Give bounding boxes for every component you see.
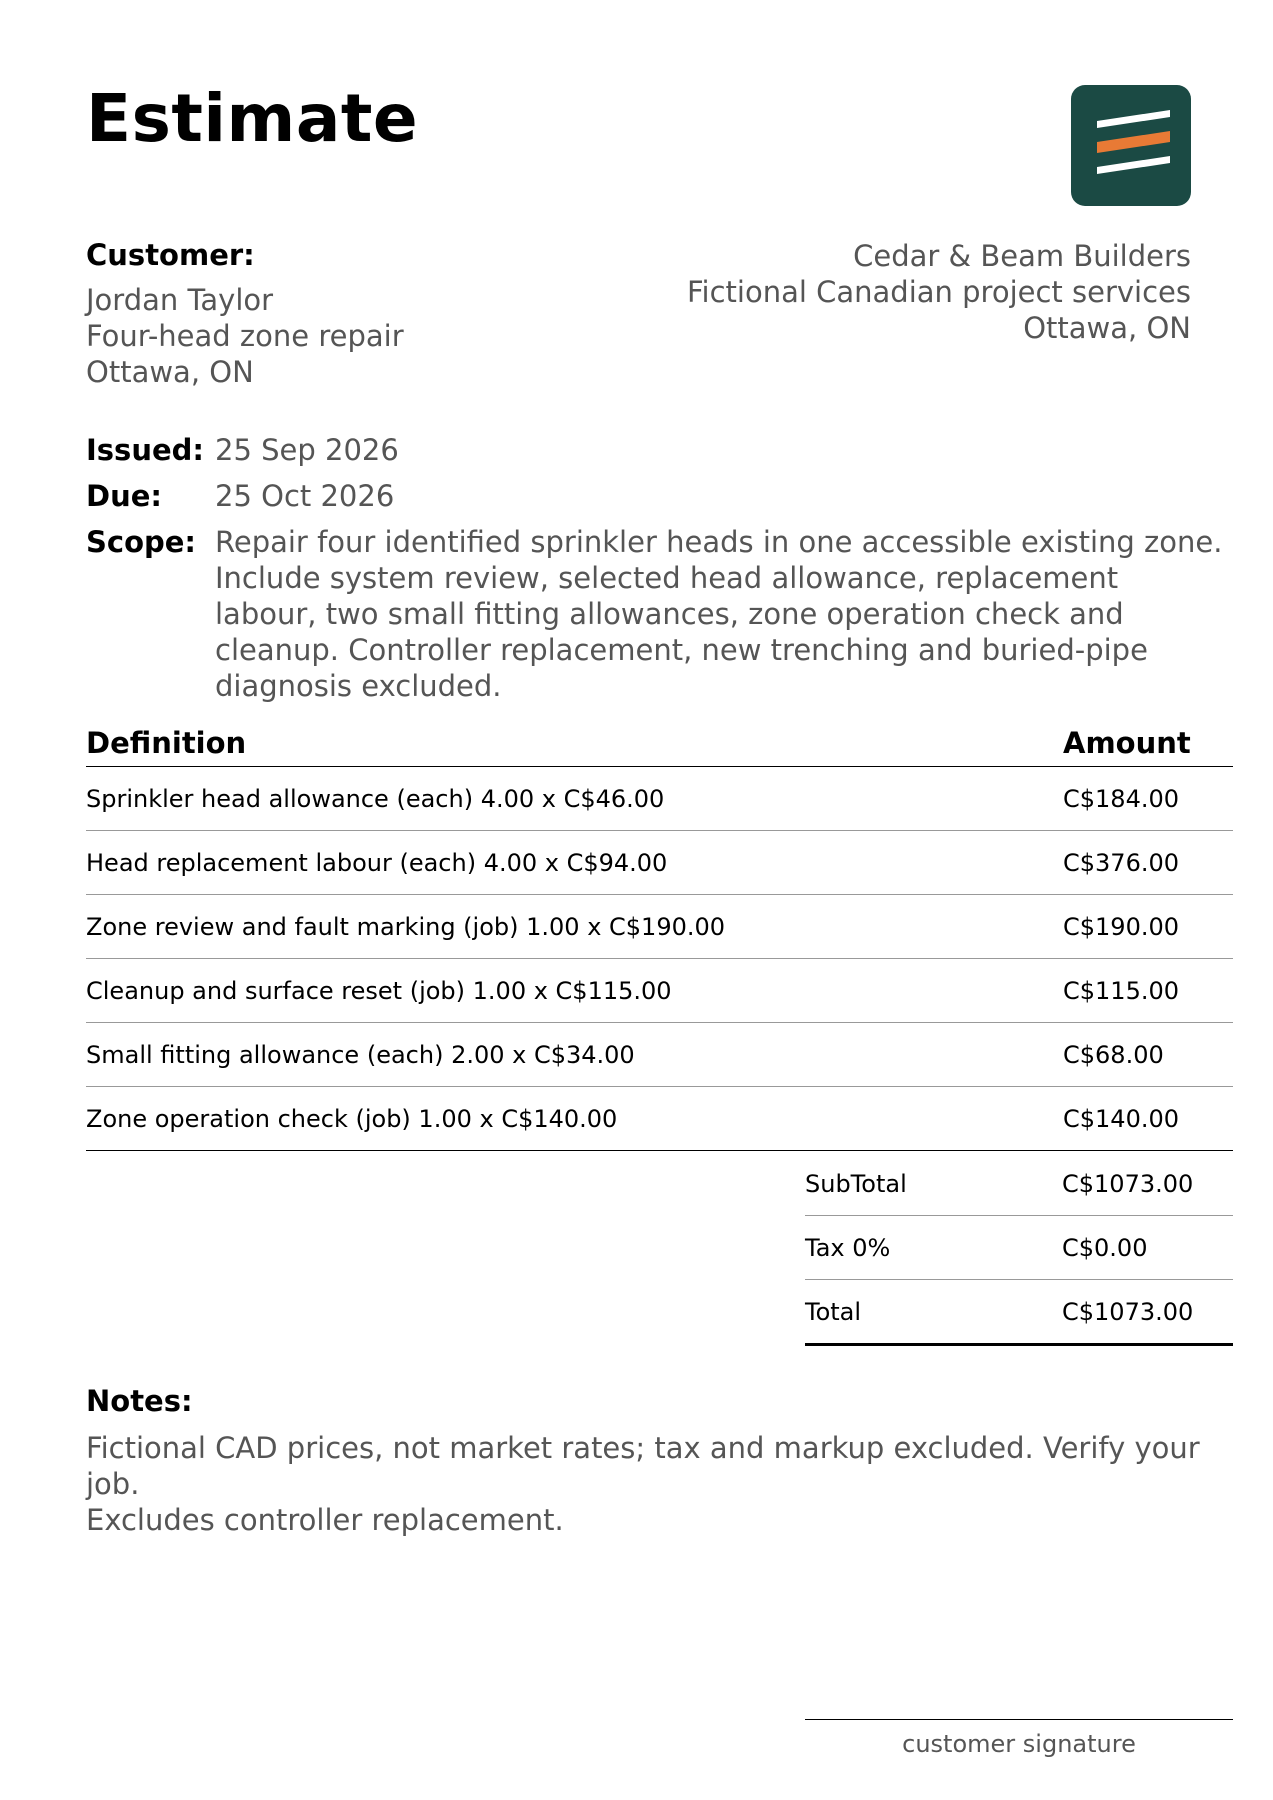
due-row bbox=[86, 478, 1226, 514]
table-row bbox=[86, 1023, 1233, 1087]
tax-value: C$0.00 bbox=[1062, 1216, 1233, 1280]
issued-label: Issued: bbox=[86, 433, 204, 467]
row-amount: C$184.00 bbox=[1063, 767, 1233, 831]
definition-header: Definition bbox=[86, 718, 1063, 767]
table-row bbox=[86, 895, 1233, 959]
total-value: C$1073.00 bbox=[1062, 1280, 1233, 1345]
total-label: Total bbox=[805, 1280, 1062, 1345]
row-definition: Sprinkler head allowance (each) 4.00 x C$46.00 bbox=[86, 767, 1063, 831]
estimate-meta bbox=[86, 432, 1226, 704]
document-title: Estimate bbox=[86, 80, 419, 157]
customer-project: Four-head zone repair bbox=[86, 319, 404, 353]
row-amount: C$190.00 bbox=[1063, 895, 1233, 959]
row-amount: C$140.00 bbox=[1063, 1087, 1233, 1151]
notes-label: Notes: bbox=[86, 1384, 193, 1418]
tax-row bbox=[805, 1216, 1233, 1280]
company-tagline: Fictional Canadian project services bbox=[686, 275, 1191, 309]
scope-row bbox=[86, 524, 1226, 704]
notes-line-2: Excludes controller replacement. bbox=[86, 1503, 564, 1537]
total-row bbox=[805, 1280, 1233, 1345]
table-row bbox=[86, 1087, 1233, 1151]
row-definition: Head replacement labour (each) 4.00 x C$94.00 bbox=[86, 831, 1063, 895]
customer-location: Ottawa, ON bbox=[86, 355, 254, 389]
stacked-planks-icon bbox=[1071, 85, 1191, 206]
line-items-table bbox=[86, 718, 1233, 1151]
company-location: Ottawa, ON bbox=[1023, 311, 1191, 345]
customer-block bbox=[86, 238, 404, 390]
tax-label: Tax 0% bbox=[805, 1216, 1062, 1280]
row-amount: C$376.00 bbox=[1063, 831, 1233, 895]
table-header-row bbox=[86, 718, 1233, 767]
row-definition: Zone review and fault marking (job) 1.00 x C$190.00 bbox=[86, 895, 1063, 959]
signature-line bbox=[805, 1719, 1233, 1758]
scope-value: Repair four identified sprinkler heads in one accessible existing zone. Include system review, selected head allowance, replacement labour, two small fitting allowances, zone operation check and cleanup. Controller replacement, new trenching and buried-pipe diagnosis excluded. bbox=[215, 525, 1223, 703]
subtotal-row bbox=[805, 1152, 1233, 1216]
customer-label: Customer: bbox=[86, 238, 255, 272]
due-label: Due: bbox=[86, 479, 162, 513]
table-row bbox=[86, 831, 1233, 895]
scope-label: Scope: bbox=[86, 525, 197, 559]
issued-value: 25 Sep 2026 bbox=[215, 433, 399, 467]
signature-label: customer signature bbox=[902, 1730, 1136, 1758]
row-definition: Zone operation check (job) 1.00 x C$140.00 bbox=[86, 1087, 1063, 1151]
amount-header: Amount bbox=[1063, 718, 1233, 767]
subtotal-label: SubTotal bbox=[805, 1152, 1062, 1216]
notes-line-1: Fictional CAD prices, not market rates; tax and markup excluded. Verify your job. bbox=[86, 1431, 1200, 1501]
company-logo bbox=[1071, 85, 1191, 206]
table-row bbox=[86, 767, 1233, 831]
customer-name: Jordan Taylor bbox=[86, 283, 274, 317]
notes-block bbox=[86, 1384, 1226, 1538]
totals-table bbox=[805, 1152, 1233, 1346]
table-row bbox=[86, 959, 1233, 1023]
due-value: 25 Oct 2026 bbox=[215, 479, 395, 513]
company-name: Cedar & Beam Builders bbox=[853, 239, 1191, 273]
row-amount: C$115.00 bbox=[1063, 959, 1233, 1023]
row-definition: Cleanup and surface reset (job) 1.00 x C$115.00 bbox=[86, 959, 1063, 1023]
row-definition: Small fitting allowance (each) 2.00 x C$34.00 bbox=[86, 1023, 1063, 1087]
row-amount: C$68.00 bbox=[1063, 1023, 1233, 1087]
subtotal-value: C$1073.00 bbox=[1062, 1152, 1233, 1216]
company-block bbox=[687, 238, 1191, 346]
issued-row bbox=[86, 432, 1226, 468]
